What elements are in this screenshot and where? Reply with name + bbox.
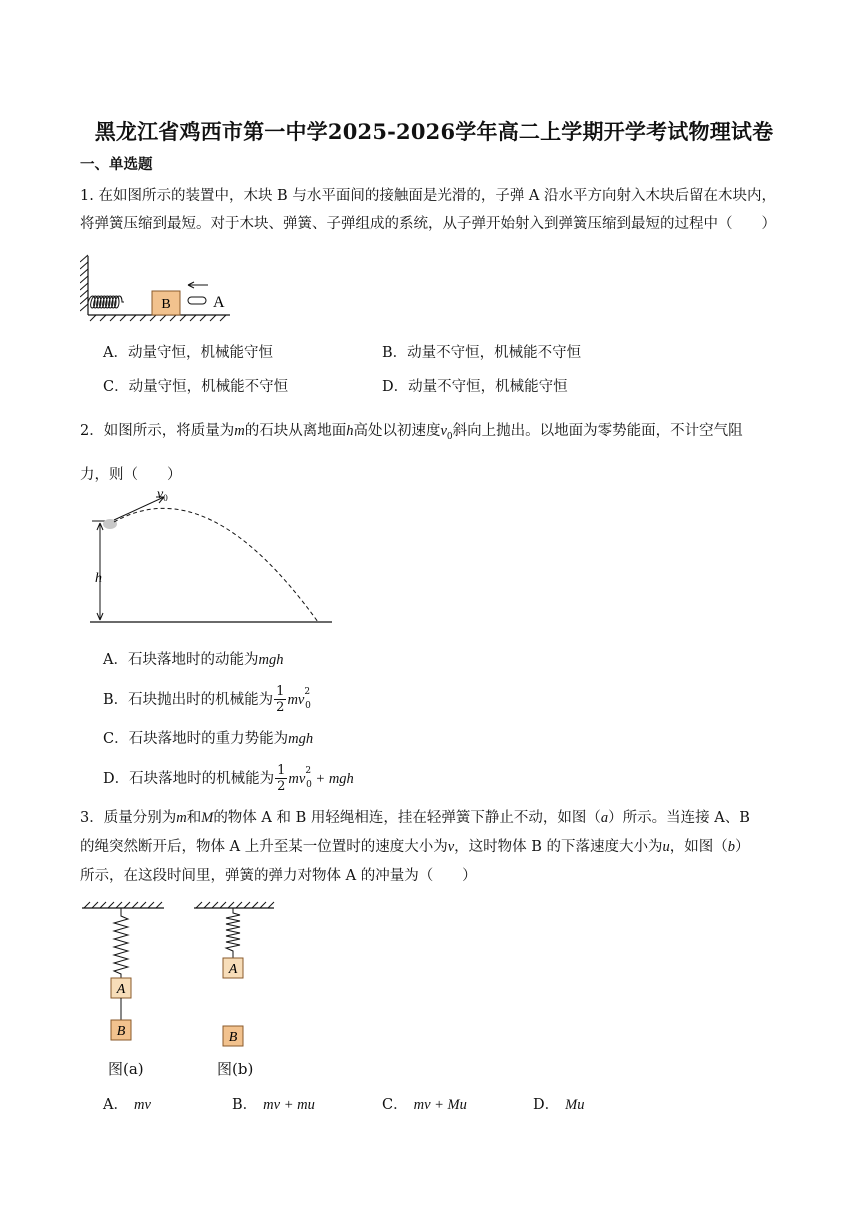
caption-a: 图(a) — [108, 1060, 144, 1078]
q2-option-a[interactable]: A．石块落地时的动能为mgh — [103, 652, 284, 668]
spring-coil — [88, 296, 124, 308]
q3-option-d[interactable]: D． Mu — [533, 1097, 585, 1113]
q2-option-b[interactable]: B．石块抛出时的机械能为 $\frac{1}{2}$ $mv^2_0$ — [103, 684, 311, 716]
q1-option-d[interactable]: D．动量不守恒，机械能守恒 — [382, 379, 568, 395]
wall-hatching — [80, 255, 88, 311]
block-b-label: B — [161, 297, 171, 312]
question-2-text — [80, 412, 792, 494]
question-3-figure-b — [192, 900, 282, 1050]
q1-option-a[interactable]: A．动量守恒，机械能守恒 — [103, 345, 273, 361]
question-2-figure — [88, 484, 338, 629]
q3-option-c[interactable]: C． mv + Mu — [382, 1097, 467, 1113]
question-3-line-3: 所示，在这段时间里，弹簧的弹力对物体 A 的冲量为（ ） — [80, 868, 477, 884]
ground-hatching — [90, 315, 226, 321]
question-2-line-2: 力，则（ ） — [80, 466, 182, 483]
q1-option-b[interactable]: B．动量不守恒，机械能不守恒 — [382, 345, 582, 361]
ceiling-hatching — [196, 902, 274, 908]
question-3-line-1: 3．质量分别为m和M的物体 A 和 B 用轻绳相连，挂在轻弹簧下静止不动，如图（a）所示。当连接 A、B — [80, 810, 750, 826]
question-1-line-2: 将弹簧压缩到最短。对于木块、弹簧、子弹组成的系统，从子弹开始射入到弹簧压缩到最短的过程中（ ） — [80, 216, 776, 232]
question-3-text — [80, 804, 792, 891]
stone-icon — [103, 519, 117, 529]
question-1-line-1: 1. 在如图所示的装置中，木块 B 与水平面间的接触面是光滑的，子弹 A 沿水平方向射入木块后留在木块内， — [80, 188, 777, 204]
fraction: $\frac{1}{2}$ — [277, 763, 286, 795]
fraction: $\frac{1}{2}$ — [276, 684, 285, 716]
question-1-figure — [80, 252, 240, 324]
block-b-label: B — [116, 1024, 126, 1039]
question-1-text — [80, 182, 792, 238]
spring-coil — [226, 908, 240, 958]
trajectory-curve — [114, 508, 318, 622]
spring-coil — [114, 908, 128, 978]
bullet-a-label: A — [213, 294, 225, 311]
q3-option-a[interactable]: A． mv — [103, 1097, 151, 1113]
question-3-figure-a — [80, 900, 170, 1050]
q1-option-c[interactable]: C．动量守恒，机械能不守恒 — [103, 379, 289, 395]
caption-b: 图(b) — [217, 1060, 254, 1078]
block-a-label: A — [116, 982, 126, 997]
q2-option-d[interactable]: D．石块落地时的机械能为 $\frac{1}{2}$ $mv^2_0$ + mgh — [103, 763, 354, 795]
bullet-a — [188, 297, 206, 304]
q2-option-c[interactable]: C．石块落地时的重力势能为mgh — [103, 731, 314, 747]
ceiling-hatching — [84, 902, 162, 908]
section-heading: 一、单选题 — [80, 156, 153, 173]
block-a-label: A — [228, 962, 238, 977]
height-label: h — [95, 571, 102, 586]
question-3-line-2: 的绳突然断开后，物体 A 上升至某一位置时的速度大小为v，这时物体 B 的下落速度大小为u，如图（b） — [80, 839, 750, 855]
page-title: 黑龙江省鸡西市第一中学2025-2026学年高二上学期开学考试物理试卷 — [94, 119, 774, 144]
block-b-label: B — [228, 1030, 238, 1045]
v0-label: $v_0$ — [157, 487, 168, 503]
q3-option-b[interactable]: B． mv + mu — [232, 1097, 315, 1113]
question-2-line-1: 2．如图所示，将质量为m的石块从离地面h高处以初速度$v_0$斜向上抛出。以地面为零势能面，不计空气阻 — [80, 423, 743, 442]
